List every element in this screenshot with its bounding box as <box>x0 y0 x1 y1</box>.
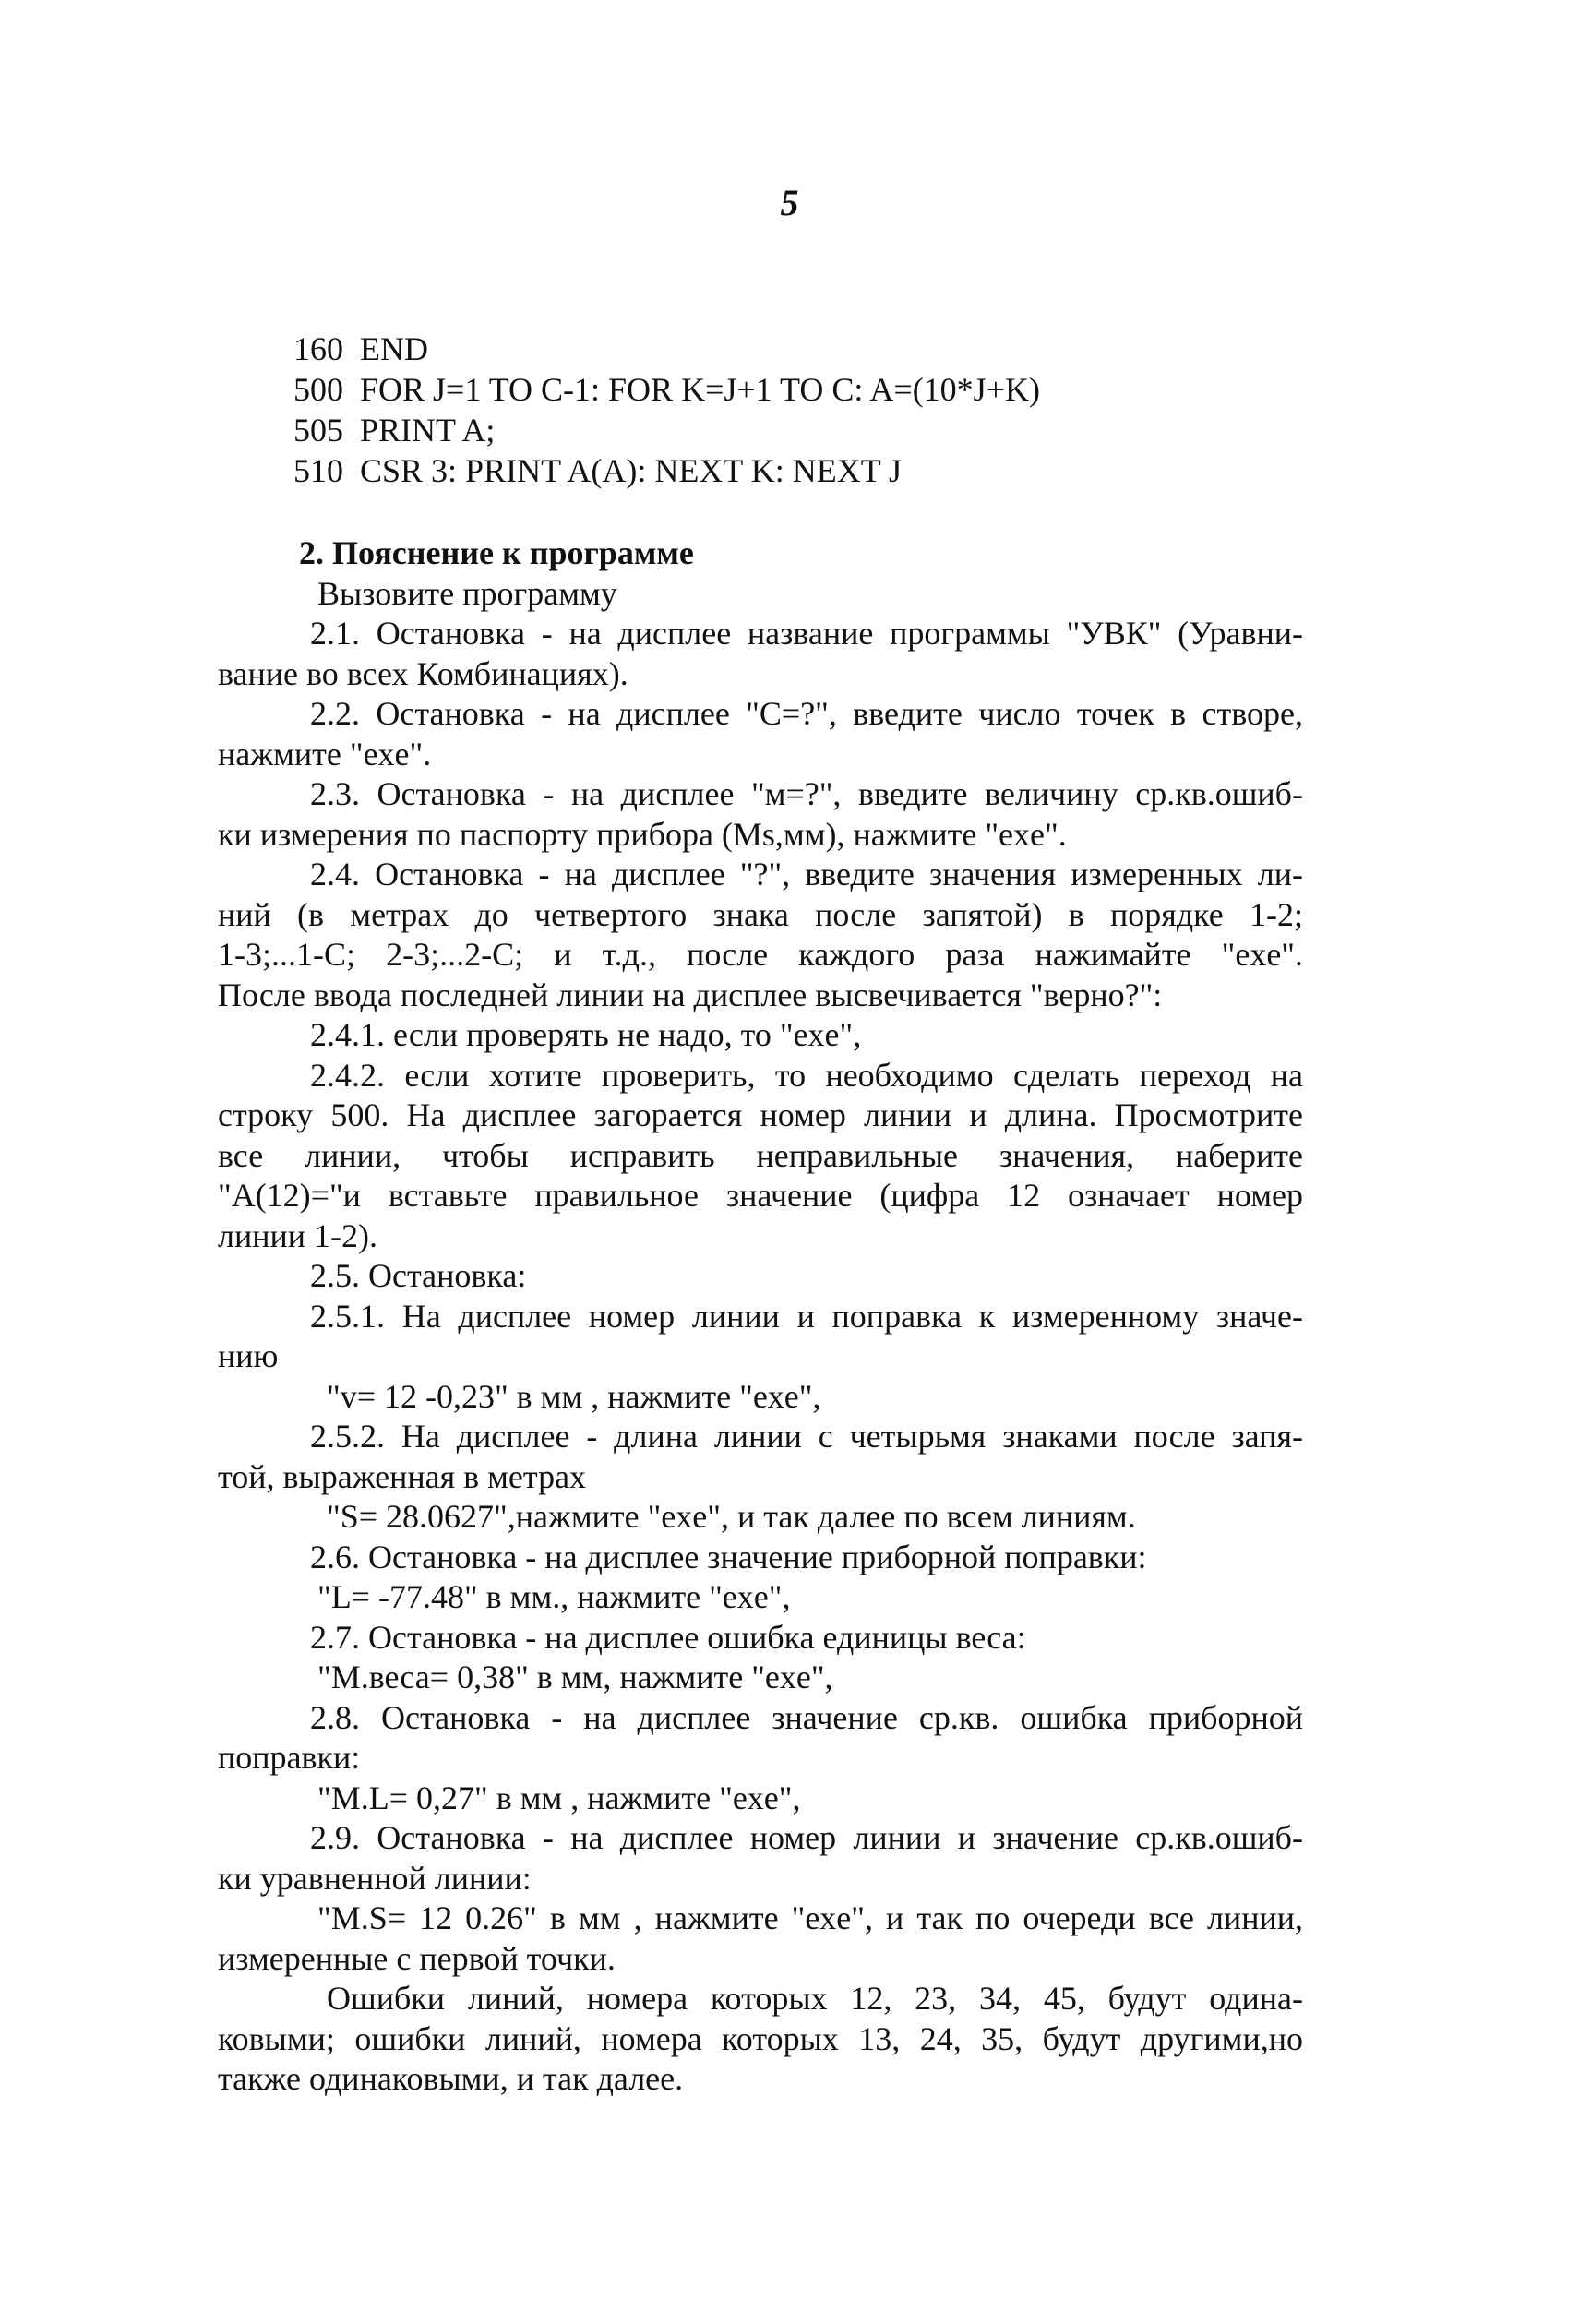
text-line: ки измерения по паспорту прибора (Ms,мм), нажмите "exe". <box>218 815 1067 853</box>
text-line: 2.5. Остановка: <box>310 1257 527 1294</box>
text-line: 2.4.2. если хотите проверить, то необходимо сделать переход на <box>310 1056 1303 1094</box>
text-line: строку 500. На дисплее загорается номер линии и длина. Просмотрите <box>218 1096 1303 1133</box>
text-line: "L= -77.48" в мм., нажмите "exe", <box>317 1578 791 1615</box>
code-line: 160 END <box>293 330 428 367</box>
text-line: поправки: <box>218 1739 361 1776</box>
text-line: той, выраженная в метрах <box>218 1457 587 1495</box>
text-line: "M.L= 0,27" в мм , нажмите "exe", <box>317 1779 801 1816</box>
text-line: 2.5.1. На дисплее номер линии и поправка к измеренному значе- <box>310 1297 1303 1335</box>
text-line: ки уравненной линии: <box>218 1859 532 1897</box>
text-line: 2.4.1. если проверять не надо, то "exe", <box>310 1016 862 1053</box>
text-line: 2.7. Остановка - на дисплее ошибка единицы веса: <box>310 1618 1026 1656</box>
text-line: Вызовите программу <box>317 574 617 612</box>
page-number: 5 <box>780 182 799 223</box>
text-line: 2.1. Остановка - на дисплее название программы "УВК" (Уравни- <box>310 615 1303 652</box>
code-line: 500 FOR J=1 TO C-1: FOR K=J+1 TO C: A=(10*J+K) <box>293 371 1040 408</box>
text-line: также одинаковыми, и так далее. <box>218 2060 684 2097</box>
text-line: 2.4. Остановка - на дисплее "?", введите значения измеренных ли- <box>310 856 1303 892</box>
program-listing <box>293 329 1040 491</box>
text-line: ний (в метрах до четвертого знака после запятой) в порядке 1-2; <box>218 895 1303 933</box>
text-line: 2.8. Остановка - на дисплее значение ср.кв. ошибка приборной <box>310 1698 1303 1736</box>
text-line: "М.веса= 0,38" в мм, нажмите "exe", <box>317 1659 833 1695</box>
text-line: 2.5.2. На дисплее - длина линии с четырьмя знаками после запя- <box>310 1418 1303 1455</box>
text-line: ковыми; ошибки линий, номера которых 13, 24, 35, будут другими,но <box>218 2019 1303 2057</box>
text-line: измеренные с первой точки. <box>218 1939 616 1977</box>
text-line: Ошибки линий, номера которых 12, 23, 34, 45, будут одина- <box>327 1980 1303 2017</box>
text-line: После ввода последней линии на дисплее высвечивается "верно?": <box>218 976 1163 1013</box>
text-line: линии 1-2). <box>218 1216 378 1254</box>
text-line: все линии, чтобы исправить неправильные значения, наберите <box>218 1136 1303 1174</box>
text-line: 2.2. Остановка - на дисплее "C=?", введите число точек в створе, <box>310 695 1303 732</box>
code-line: 510 CSR 3: PRINT A(A): NEXT K: NEXT J <box>293 452 903 489</box>
text-line: вание во всех Комбинациях). <box>218 654 628 692</box>
text-line: "S= 28.0627",нажмите "exe", и так далее по всем линиям. <box>327 1498 1136 1535</box>
text-line: "M.S= 12 0.26" в мм , нажмите "exe", и так по очереди все линии, <box>317 1899 1303 1936</box>
text-line: 1-3;...1-C; 2-3;...2-C; и т.д., после каждого раза нажимайте "exe". <box>218 936 1303 973</box>
explanation-section <box>218 533 1303 2100</box>
text-line: 2.3. Остановка - на дисплее "м=?", введите величину ср.кв.ошиб- <box>310 775 1303 812</box>
text-line: 2.6. Остановка - на дисплее значение приборной поправки: <box>310 1538 1147 1575</box>
text-line: "v= 12 -0,23" в мм , нажмите "exe", <box>327 1377 821 1415</box>
code-line: 505 PRINT A; <box>293 412 496 449</box>
text-line: 2.9. Остановка - на дисплее номер линии и значение ср.кв.ошиб- <box>310 1819 1303 1856</box>
text-line: нию <box>218 1337 279 1374</box>
text-line: "A(12)="и вставьте правильное значение (цифра 12 означает номер <box>218 1177 1303 1214</box>
text-line: нажмите "exe". <box>218 735 432 773</box>
section-heading: 2. Пояснение к программе <box>299 534 694 571</box>
